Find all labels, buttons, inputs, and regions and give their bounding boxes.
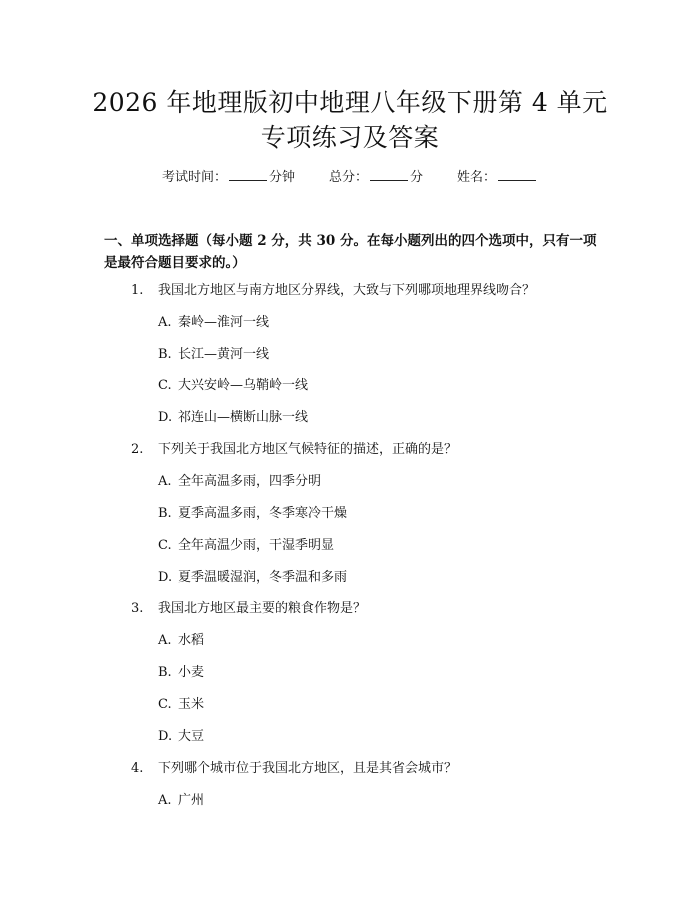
option-letter: B. — [158, 506, 172, 521]
option-text: 玉米 — [178, 697, 205, 712]
question-number: 3. — [131, 601, 144, 616]
option-letter: B. — [158, 347, 172, 362]
option-letter: A. — [158, 633, 172, 648]
time-label: 考试时间： — [161, 170, 227, 185]
question-text: 下列哪个城市位于我国北方地区，且是其省会城市？ — [158, 761, 458, 776]
option-text: 水稻 — [178, 633, 205, 648]
option-text: 广州 — [178, 793, 205, 808]
question-number: 1. — [131, 283, 144, 298]
option-letter: C. — [158, 697, 172, 712]
option-text: 全年高温少雨，干湿季明显 — [178, 538, 335, 553]
option-4a[interactable] — [158, 792, 204, 810]
question-text: 我国北方地区最主要的粮食作物是？ — [158, 601, 367, 616]
option-text: 大豆 — [178, 729, 205, 744]
option-letter: A. — [158, 793, 172, 808]
score-unit: 分 — [410, 170, 424, 185]
question-number: 4. — [131, 761, 144, 776]
option-text: 大兴安岭—乌鞘岭一线 — [178, 378, 309, 393]
question-4 — [131, 760, 457, 778]
option-letter: D. — [158, 570, 173, 585]
score-blank[interactable] — [370, 168, 408, 181]
option-letter: A. — [158, 315, 172, 330]
exam-info-bar — [0, 168, 700, 187]
option-1d[interactable] — [158, 409, 308, 427]
score-label: 总分： — [328, 170, 368, 185]
option-2b[interactable] — [158, 505, 347, 523]
option-letter: A. — [158, 474, 172, 489]
question-text: 我国北方地区与南方地区分界线，大致与下列哪项地理界线吻合？ — [158, 283, 536, 298]
option-2a[interactable] — [158, 473, 321, 491]
question-2 — [131, 441, 457, 459]
option-text: 全年高温多雨，四季分明 — [178, 474, 322, 489]
option-text: 夏季高温多雨，冬季寒冷干燥 — [178, 506, 348, 521]
option-letter: C. — [158, 538, 172, 553]
option-3d[interactable] — [158, 728, 204, 746]
option-text: 夏季温暖湿润，冬季温和多雨 — [178, 570, 348, 585]
option-letter: D. — [158, 729, 173, 744]
section-heading-line-2: 是最符合题目要求的。） — [104, 255, 246, 271]
time-blank[interactable] — [229, 168, 267, 181]
option-letter: C. — [158, 378, 172, 393]
option-text: 小麦 — [178, 665, 205, 680]
option-3c[interactable] — [158, 696, 204, 714]
question-text: 下列关于我国北方地区气候特征的描述，正确的是？ — [158, 442, 458, 457]
option-1a[interactable] — [158, 314, 269, 332]
section-heading-line-1: 一、单项选择题（每小题 2 分，共 30 分。在每小题列出的四个选项中，只有一项 — [104, 233, 597, 249]
option-1c[interactable] — [158, 377, 308, 395]
option-letter: B. — [158, 665, 172, 680]
question-1 — [131, 282, 535, 300]
option-text: 长江—黄河一线 — [178, 347, 270, 362]
option-1b[interactable] — [158, 346, 269, 364]
option-2c[interactable] — [158, 537, 334, 555]
option-text: 秦岭—淮河一线 — [178, 315, 270, 330]
option-2d[interactable] — [158, 569, 347, 587]
option-3b[interactable] — [158, 664, 204, 682]
name-label: 姓名： — [457, 170, 497, 185]
name-blank[interactable] — [498, 168, 536, 181]
option-text: 祁连山—横断山脉一线 — [178, 410, 309, 425]
document-title-line-1: 2026 年地理版初中地理八年级下册第 4 单元 — [92, 88, 608, 117]
option-3a[interactable] — [158, 632, 204, 650]
question-number: 2. — [131, 442, 144, 457]
document-title-line-2: 专项练习及答案 — [260, 123, 440, 152]
option-letter: D. — [158, 410, 173, 425]
time-unit: 分钟 — [268, 170, 295, 185]
question-3 — [131, 600, 366, 618]
